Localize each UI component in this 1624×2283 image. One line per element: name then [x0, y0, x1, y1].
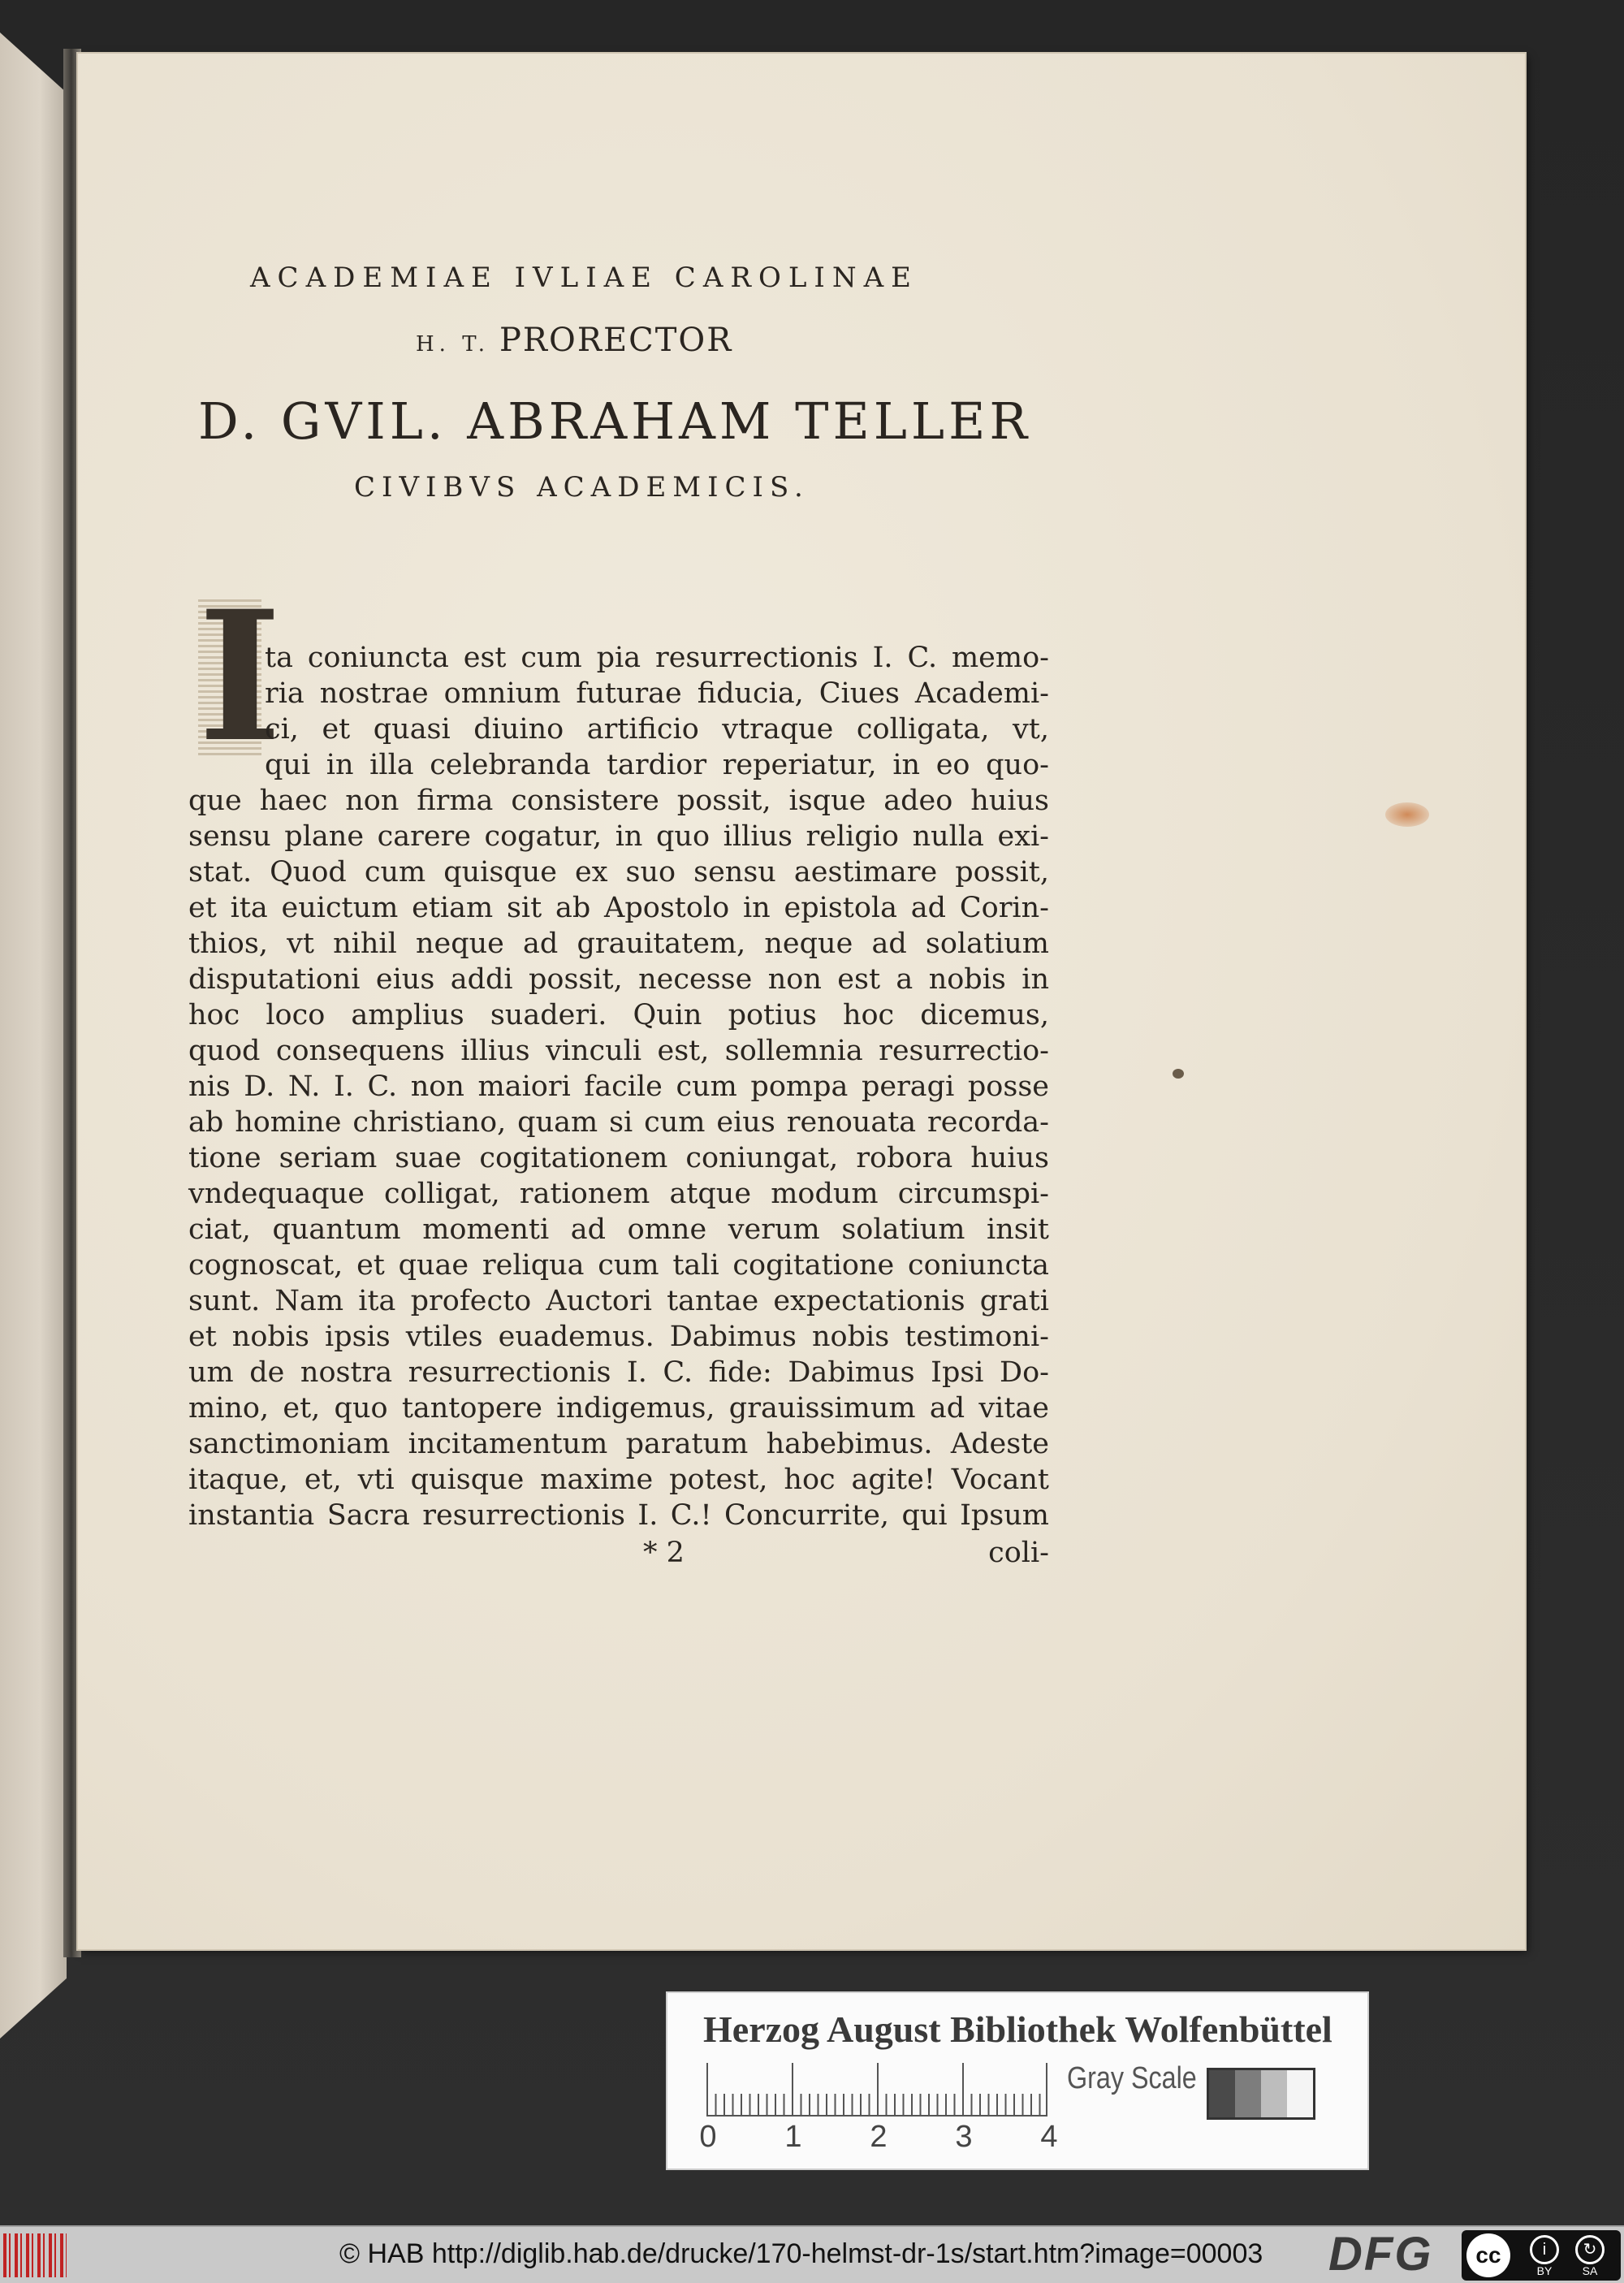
text-line: ci, et quasi diuino artificio vtraque colligata, vt, — [265, 713, 1049, 746]
text-line: vndequaque colligat, rationem atque modum circumspi- — [188, 1178, 1049, 1210]
text-line: instantia Sacra resurrectionis I. C.! Concurrite, qui Ipsum — [188, 1499, 1049, 1532]
ruler-number: 3 — [955, 2120, 973, 2154]
sa-label: SA — [1582, 2264, 1598, 2277]
drop-cap-initial: I — [198, 571, 282, 781]
source-url[interactable]: © HAB http://diglib.hab.de/drucke/170-helmst-dr-1s/start.htm?image=00003 — [339, 2238, 1263, 2269]
ruler-number: 4 — [1040, 2120, 1058, 2154]
text-line: qui in illa celebranda tardior reperiatur, in eo quo- — [265, 749, 1049, 781]
text-line: ria nostrae omnium futurae fiducia, Ciues Academi- — [265, 677, 1049, 710]
text-line: disputationi eius addi possit, necesse non est a nobis in — [188, 963, 1049, 996]
text-line: cognoscat, et quae reliqua cum tali cogitatione coniuncta — [188, 1249, 1049, 1282]
signature-mark: * 2 — [643, 1537, 685, 1569]
text-line: itaque, et, vti quisque maxime potest, hoc agite! Vocant — [188, 1464, 1049, 1496]
gray-swatch — [1209, 2070, 1235, 2117]
text-line: mino, et, quo tantopere indigemus, grauissimum ad vitae — [188, 1392, 1049, 1425]
paper-speck — [1173, 1069, 1184, 1079]
gray-swatch — [1287, 2070, 1313, 2117]
text-line: tione seriam suae cogitationem coniungat, robora huius — [188, 1142, 1049, 1174]
by-label: BY — [1536, 2264, 1553, 2277]
dfg-logo: DFG — [1328, 2228, 1433, 2281]
text-line: sanctimoniam incitamentum paratum habebimus. Adeste — [188, 1428, 1049, 1460]
page-footer — [188, 1537, 1049, 1572]
ruler-major-tick — [706, 2063, 708, 2115]
text-line: sunt. Nam ita profecto Auctori tantae expectationis grati — [188, 1285, 1049, 1317]
sa-icon: ↻ — [1575, 2235, 1605, 2264]
cc-license-badge[interactable] — [1462, 2230, 1621, 2281]
text-line: sensu plane carere cogatur, in quo illius religio nulla exi- — [188, 820, 1049, 853]
text-line: thios, vt nihil neque ad grauitatem, neque ad solatium — [188, 927, 1049, 960]
gray-swatch — [1235, 2070, 1261, 2117]
gray-scale-label: Gray Scale — [1067, 2061, 1197, 2095]
ruler-major-tick — [1046, 2063, 1047, 2115]
cc-icon: cc — [1466, 2233, 1510, 2277]
body-text — [188, 640, 1049, 1533]
header-addressees: CIVIBVS ACADEMICIS. — [354, 471, 810, 504]
header-prorector-abbrev: H. T. — [416, 332, 490, 357]
text-line: ciat, quantum momenti ad omne verum solatium insit — [188, 1213, 1049, 1246]
ruler-major-tick — [877, 2063, 879, 2115]
text-line: et nobis ipsis vtiles euademus. Dabimus nobis testimoni- — [188, 1321, 1049, 1353]
left-page-edge — [0, 32, 67, 2039]
text-line: nis D. N. I. C. non maiori facile cum pompa peragi posse — [188, 1070, 1049, 1103]
ruler-number: 0 — [699, 2120, 717, 2154]
header-prorector-title: PRORECTOR — [499, 322, 733, 359]
text-line: hoc loco amplius suaderi. Quin potius hoc dicemus, — [188, 999, 1049, 1031]
header-academy: ACADEMIAE IVLIAE CAROLINAE — [250, 262, 918, 294]
gray-swatch — [1261, 2070, 1287, 2117]
text-line: ab homine christiano, quam si cum eius renouata recorda- — [188, 1106, 1049, 1139]
ruler-number: 1 — [784, 2120, 802, 2154]
text-line: quod consequens illius vinculi est, sollemnia resurrectio- — [188, 1035, 1049, 1067]
text-line: ta coniuncta est cum pia resurrectionis I. C. memo- — [265, 642, 1049, 674]
ruler-numbers — [692, 2120, 1065, 2155]
header-prorector — [416, 322, 903, 359]
measurement-ruler — [706, 2063, 1047, 2117]
by-icon: i — [1530, 2235, 1559, 2264]
ruler-major-tick — [962, 2063, 964, 2115]
ruler-number: 2 — [870, 2120, 888, 2154]
text-line: et ita euictum etiam sit ab Apostolo in epistola ad Corin- — [188, 892, 1049, 924]
header-author-name: D. GVIL. ABRAHAM TELLER — [198, 391, 1032, 451]
catchword: coli- — [988, 1537, 1049, 1569]
text-line: um de nostra resurrectionis I. C. fide: Dabimus Ipsi Do- — [188, 1356, 1049, 1389]
text-line: que haec non firma consistere possit, isque adeo huius — [188, 785, 1049, 817]
info-bar — [0, 2225, 1624, 2283]
gray-scale-swatches — [1207, 2068, 1315, 2120]
calibration-card — [666, 1991, 1369, 2170]
ruler-major-tick — [792, 2063, 793, 2115]
paper-stain — [1385, 802, 1429, 827]
text-line: stat. Quod cum quisque ex suo sensu aestimare possit, — [188, 856, 1049, 889]
barcode-icon — [3, 2233, 67, 2277]
library-name: Herzog August Bibliothek Wolfenbüttel — [703, 2008, 1332, 2050]
